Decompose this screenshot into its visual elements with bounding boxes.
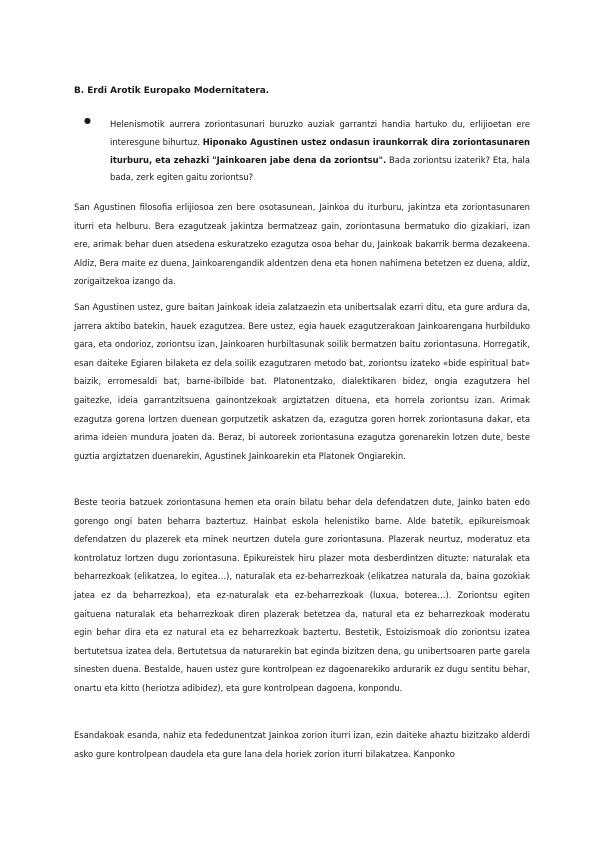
section-heading: B. Erdi Arotik Europako Modernitatera. [74,86,270,96]
bullet-text-bold: Hiponako Agustinen ustez ondasun iraunkorrak dira zoriontasunaren iturburu, eta zehazki "Jainkoaren jabe dena da zoriontsu". [110,136,531,165]
bullet-text-intro: Helenismotik aurrera zoriontasunari buruzko auziak garrantzi handia hartuko du, erlijioetan ere interesgune bihurtuz. [110,119,530,147]
bullet-icon: ● [84,116,91,125]
bullet-text-question: Bada zoriontsu izaterik? Eta, hala bada, zerk egiten gaitu zoriontsu? [110,154,530,183]
paragraph-conclusion: Esandakoak esanda, nahiz eta fededunentzat Jainkoa zorion iturri izan, ezin daiteke ahaztu bizitzako alderdi asko gure kontrolpean daudela eta gure lana dela horiek zorion iturri bilakatzea. Kanponko [74,730,530,759]
bullet-item [84,116,530,187]
paragraph-agustin-philosophy: San Agustinen filosofia erlijiosoa zen bere osotasunean, Jainkoa du iturburu, jakintza eta zoriontasunaren iturri eta helburu. Bera ezagutzeak jakintza bermatzeaz gain, zoriontasuna bermatuko dio gizakiari, izan ere, arimak behar duen atsedena eskuratzeko ezagutza osoa behar du, Jainkoak bakarrik berma dezakeena. Aldiz, Bera maite ez duena, Jainkoarengandik aldentzen dena eta honen nahimena betetzen ez duena, aldiz, zorigaitzekoa izango da. [74,202,530,287]
paragraph-other-theories: Beste teoria batzuek zoriontasuna hemen eta orain bilatu behar dela defendatzen dute, Jainko baten edo gorengo ongi baten beharra baztertuz. Hainbat eskola helenistiko barne. Alde batetik, epikureismoak defendatzen du plazerek eta minek neurtzen dutela gure zoriontasuna. Plazerak neurtuz, moderatuz eta kontrolatuz lortzen dugu zoriontasuna. Epikureistek hiru plazer mota desberdintzen dituzte: naturalak eta beharrezkoak (elikatzea, lo egitea…), naturalak eta ez-beharrezkoak (elikatzea naturala da, baina gozokiak jatea ez da beharrezkoa), eta ez-naturalak eta ez-beharrezkoak (luxua, boterea…). Zoriontsu egiten gaituena naturalak eta beharrezkoak diren plazerak betetzea da, natural eta ez beharrezkoak moderatu egin behar dira eta ez natural eta ez beharrezkoak baztertu. Bestetik, Estoizismoak dio zoriontsu izatea bertutetsua izatea dela. Bertutetsua da naturarekin bat eginda bizitzen dena, gu unibertsoaren parte garela sinesten duena. Bestalde, hauen ustez gure kontrolpean ez dagoenarekiko ardurarik ez dugu sentitu behar, onartu eta kitto (heriotza adibidez), eta gure kontrolpean dagoena, konpondu. [74,497,530,693]
bullet-text [110,116,530,187]
paragraph-agustin-ideas: San Agustinen ustez, gure baitan Jainkoak ideia zalatzaezin eta unibertsalak ezarri ditu, eta gure ardura da, jarrera aktibo batekin, hauek ezagutzea. Bere ustez, egia hauek ezagutzerakoan Jainkoarengana hurbilduko gara, eta ondorioz, zoriontsu izan, Jainkoaren hurbiltasunak soilik bermatzen baitu zoriontasuna. Horregatik, esan daiteke Egiaren bilaketa ez dela soilik ezagutzaren metodo bat, zoriontsu izateko «bide espiritual bat» baizik, erromesaldi bat, barne-ibilbide bat. Platonentzako, dialektikaren bidez, ongia ezagutzera hel gaitezke, ideia garrantzitsuena gainontzekoak argiztatzen dituena, eta horrela zoriontsu izan. Arimak ezagutza gorena lortzen duenean gorputzetik askatzen da, ezagutza goren horrek zoriontasuna dakar, eta arima ideien mundura joaten da. Beraz, bi autoreek zoriontasuna ezagutza gorenarekin lotzen dute, beste guztia argiztatzen duenarekin, Agustinek Jainkoarekin eta Platonek Ongiarekin. [74,302,530,461]
